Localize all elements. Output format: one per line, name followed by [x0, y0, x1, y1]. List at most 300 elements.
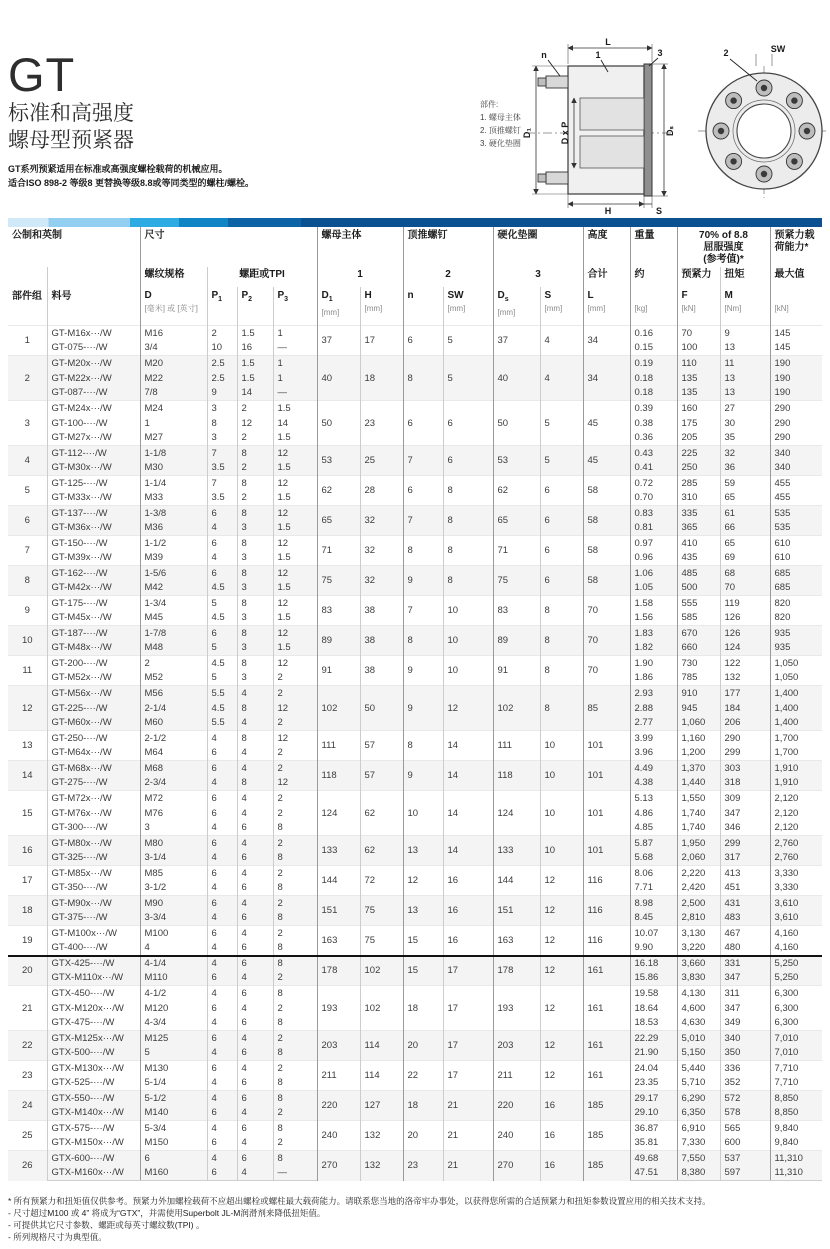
- cell-weight-kg: 9.90: [630, 941, 677, 956]
- spec-table: [8, 227, 822, 1181]
- cell-p2: 8: [237, 626, 273, 641]
- cell-ds: 124: [493, 791, 540, 836]
- cell-torque-m: 126: [720, 626, 770, 641]
- cell-part-number: GT-M42x···/W: [47, 581, 140, 596]
- cell-torque-m: 480: [720, 941, 770, 956]
- cell-part-number: GT-M45x···/W: [47, 611, 140, 626]
- cell-max-capacity: 935: [770, 626, 822, 641]
- cell-p2: 3: [237, 551, 273, 566]
- cell-ds: 270: [493, 1151, 540, 1181]
- cell-max-capacity: 340: [770, 446, 822, 461]
- cell-p1: 3.5: [207, 491, 237, 506]
- cell-p3: 8: [273, 881, 317, 896]
- cell-max-capacity: 6,300: [770, 1016, 822, 1031]
- cell-part-number: GTX-600-···/W: [47, 1151, 140, 1166]
- cell-h: 28: [360, 476, 403, 506]
- cell-p3: 12: [273, 446, 317, 461]
- cell-weight-kg: 16.18: [630, 956, 677, 971]
- cell-n: 18: [403, 986, 443, 1031]
- cell-p2: 8: [237, 506, 273, 521]
- cell-thread-size: 2: [140, 656, 207, 671]
- cell-p1: 6: [207, 761, 237, 776]
- header-col-D1: $D_1$ [mm]: [317, 287, 360, 326]
- cell-d1: 163: [317, 926, 360, 956]
- cell-torque-m: 352: [720, 1076, 770, 1091]
- cell-part-group: 14: [8, 761, 47, 791]
- header-approx: 约: [630, 267, 677, 287]
- cell-max-capacity: 3,610: [770, 896, 822, 911]
- cell-torque-m: 35: [720, 431, 770, 446]
- table-row: [8, 896, 822, 911]
- cell-h: 23: [360, 401, 403, 446]
- cell-thread-size: M160: [140, 1166, 207, 1181]
- cell-p2: 4: [237, 1061, 273, 1076]
- table-row: [8, 626, 822, 641]
- cell-ds: 40: [493, 356, 540, 401]
- cell-s: 6: [540, 536, 583, 566]
- cell-preload-f: 4,130: [677, 986, 720, 1001]
- cell-preload-f: 5,440: [677, 1061, 720, 1076]
- cell-part-number: GT-M48x···/W: [47, 641, 140, 656]
- cell-s: 12: [540, 1061, 583, 1091]
- cell-max-capacity: 145: [770, 341, 822, 356]
- cell-p2: 4: [237, 896, 273, 911]
- cell-n: 12: [403, 866, 443, 896]
- cell-thread-size: M130: [140, 1061, 207, 1076]
- cell-p1: 4: [207, 776, 237, 791]
- cell-preload-f: 555: [677, 596, 720, 611]
- cell-torque-m: 11: [720, 356, 770, 371]
- cell-p3: 2: [273, 896, 317, 911]
- cell-torque-m: 311: [720, 986, 770, 1001]
- cell-d1: 193: [317, 986, 360, 1031]
- cell-weight-kg: 5.13: [630, 791, 677, 806]
- cell-thread-size: M150: [140, 1136, 207, 1151]
- cell-weight-kg: 8.06: [630, 866, 677, 881]
- jackscrew-top-head: [538, 78, 546, 86]
- cell-sw: 14: [443, 761, 493, 791]
- header-max: 最大值: [770, 267, 822, 287]
- cell-s: 6: [540, 476, 583, 506]
- technical-drawing: [468, 36, 830, 218]
- cell-h: 32: [360, 536, 403, 566]
- cell-p2: 4: [237, 1166, 273, 1181]
- cell-preload-f: 7,550: [677, 1151, 720, 1166]
- cell-preload-f: 135: [677, 371, 720, 386]
- cell-max-capacity: 4,160: [770, 941, 822, 956]
- cell-part-number: GTX-550-···/W: [47, 1091, 140, 1106]
- cell-p3: 8: [273, 986, 317, 1001]
- cell-n: 7: [403, 506, 443, 536]
- cell-max-capacity: 1,910: [770, 761, 822, 776]
- page-subtitle-line2: 螺母型预紧器: [8, 129, 134, 152]
- cell-part-number: GTX-M160x···/W: [47, 1166, 140, 1181]
- cell-torque-m: 578: [720, 1106, 770, 1121]
- cell-max-capacity: 5,250: [770, 971, 822, 986]
- cell-thread-size: M68: [140, 761, 207, 776]
- cell-sw: 16: [443, 926, 493, 956]
- cell-ds: 118: [493, 761, 540, 791]
- cell-sw: 8: [443, 566, 493, 596]
- cell-max-capacity: 935: [770, 641, 822, 656]
- main-content: [8, 218, 822, 1243]
- legend-title: 部件:: [480, 100, 499, 109]
- cell-weight-kg: 29.17: [630, 1091, 677, 1106]
- cell-p1: 4: [207, 986, 237, 1001]
- cell-p2: 6: [237, 1076, 273, 1091]
- cell-part-number: GT-375-···/W: [47, 911, 140, 926]
- table-row: [8, 566, 822, 581]
- cell-part-number: GT-225-···/W: [47, 701, 140, 716]
- page-description: [8, 162, 458, 190]
- cell-p1: 2.5: [207, 356, 237, 371]
- cell-max-capacity: 290: [770, 431, 822, 446]
- footnotes: [8, 1195, 822, 1243]
- cell-p2: 6: [237, 1121, 273, 1136]
- cell-p3: 1.5: [273, 641, 317, 656]
- cell-p1: 6: [207, 1136, 237, 1151]
- cell-preload-f: 225: [677, 446, 720, 461]
- cell-part-number: GTX-425-···/W: [47, 956, 140, 971]
- washer-section: [644, 64, 652, 196]
- table-row: [8, 686, 822, 701]
- cell-preload-f: 910: [677, 686, 720, 701]
- cell-thread-size: M80: [140, 836, 207, 851]
- cell-max-capacity: 340: [770, 461, 822, 476]
- legend-item-3: 3. 硬化垫圈: [480, 139, 521, 148]
- cell-max-capacity: 9,840: [770, 1136, 822, 1151]
- cell-thread-size: M76: [140, 806, 207, 821]
- cell-p2: 4: [237, 926, 273, 941]
- cell-preload-f: 1,060: [677, 716, 720, 731]
- header-col-P3: $P_3$: [273, 287, 317, 326]
- cell-torque-m: 467: [720, 926, 770, 941]
- cell-weight-kg: 18.53: [630, 1016, 677, 1031]
- cell-sw: 6: [443, 401, 493, 446]
- table-row: [8, 1061, 822, 1076]
- cell-p3: 12: [273, 536, 317, 551]
- cell-preload-f: 1,440: [677, 776, 720, 791]
- cell-p3: 2: [273, 761, 317, 776]
- cell-torque-m: 13: [720, 341, 770, 356]
- cell-d1: 62: [317, 476, 360, 506]
- cell-p3: 12: [273, 596, 317, 611]
- cell-thread-size: 3-1/2: [140, 881, 207, 896]
- cell-p1: 4: [207, 941, 237, 956]
- cell-p1: 5: [207, 641, 237, 656]
- table-row: [8, 1091, 822, 1106]
- header-group-capacity: 预紧力载荷能力*: [770, 227, 822, 267]
- table-row: [8, 1151, 822, 1166]
- cell-h: 50: [360, 686, 403, 731]
- cell-h: 57: [360, 761, 403, 791]
- spec-table-body: [8, 326, 822, 1181]
- cell-preload-f: 285: [677, 476, 720, 491]
- cell-p3: —: [273, 386, 317, 401]
- cell-preload-f: 2,810: [677, 911, 720, 926]
- header-number-2: 2: [403, 267, 493, 287]
- cell-p3: 8: [273, 1121, 317, 1136]
- cell-part-group: 1: [8, 326, 47, 356]
- cell-p3: 8: [273, 821, 317, 836]
- cell-p1: 4.5: [207, 656, 237, 671]
- cell-p1: 6: [207, 896, 237, 911]
- cell-torque-m: 66: [720, 521, 770, 536]
- cell-preload-f: 2,060: [677, 851, 720, 866]
- cell-torque-m: 206: [720, 716, 770, 731]
- cell-s: 5: [540, 446, 583, 476]
- cell-h: 17: [360, 326, 403, 356]
- cell-preload-f: 8,380: [677, 1166, 720, 1181]
- cell-weight-kg: 5.68: [630, 851, 677, 866]
- header-col-maxkn: [kN]: [770, 287, 822, 326]
- cell-part-number: GT-162-···/W: [47, 566, 140, 581]
- cell-weight-kg: 2.77: [630, 716, 677, 731]
- cell-l: 101: [583, 791, 630, 836]
- table-row: [8, 761, 822, 776]
- cell-torque-m: 317: [720, 851, 770, 866]
- header-torque: 扭矩: [720, 267, 770, 287]
- cell-p1: 4: [207, 1091, 237, 1106]
- cell-l: 116: [583, 896, 630, 926]
- cell-max-capacity: 190: [770, 386, 822, 401]
- cell-weight-kg: 4.38: [630, 776, 677, 791]
- cell-torque-m: 132: [720, 671, 770, 686]
- cell-part-group: 26: [8, 1151, 47, 1181]
- header-col-kg: [kg]: [630, 287, 677, 326]
- cell-preload-f: 250: [677, 461, 720, 476]
- cell-sw: 5: [443, 356, 493, 401]
- cell-max-capacity: 2,760: [770, 851, 822, 866]
- cell-torque-m: 336: [720, 1061, 770, 1076]
- cell-part-group: 11: [8, 656, 47, 686]
- cell-d1: 75: [317, 566, 360, 596]
- cell-thread-size: 3-1/4: [140, 851, 207, 866]
- footnote-1: * 所有预紧力和扭矩值仅供参考。预紧力外加螺栓载荷不应超出螺栓或螺柱最大载荷能力。请联系您当地的洛帝牢办事处，以获得您所需的合适预紧力和扭矩参数设置应用的相关技术支持。: [8, 1196, 711, 1206]
- cell-weight-kg: 2.88: [630, 701, 677, 716]
- header-group-size: 尺寸: [140, 227, 317, 267]
- cell-max-capacity: 145: [770, 326, 822, 341]
- header-col-M: M [Nm]: [720, 287, 770, 326]
- cell-thread-size: M36: [140, 521, 207, 536]
- cell-sw: 21: [443, 1151, 493, 1181]
- cell-max-capacity: 535: [770, 506, 822, 521]
- cell-n: 9: [403, 656, 443, 686]
- callout-1: 1: [595, 50, 601, 60]
- cell-max-capacity: 4,160: [770, 926, 822, 941]
- header-col-n: n: [403, 287, 443, 326]
- cell-torque-m: 451: [720, 881, 770, 896]
- cell-sw: 10: [443, 626, 493, 656]
- cell-p2: 8: [237, 656, 273, 671]
- cell-h: 62: [360, 836, 403, 866]
- legend-item-2: 2. 顶推螺钉: [480, 126, 521, 135]
- cell-preload-f: 1,740: [677, 821, 720, 836]
- cell-weight-kg: 0.41: [630, 461, 677, 476]
- cell-s: 12: [540, 986, 583, 1031]
- cell-s: 12: [540, 866, 583, 896]
- cell-part-number: GT-M76x···/W: [47, 806, 140, 821]
- cell-h: 127: [360, 1091, 403, 1121]
- cell-n: 22: [403, 1061, 443, 1091]
- cell-torque-m: 600: [720, 1136, 770, 1151]
- cell-weight-kg: 23.35: [630, 1076, 677, 1091]
- cell-max-capacity: 1,910: [770, 776, 822, 791]
- cell-part-number: GT-187-···/W: [47, 626, 140, 641]
- cell-h: 102: [360, 986, 403, 1031]
- cell-p2: 6: [237, 986, 273, 1001]
- cell-part-number: GT-125-···/W: [47, 476, 140, 491]
- cell-weight-kg: 0.81: [630, 521, 677, 536]
- cell-preload-f: 2,220: [677, 866, 720, 881]
- cell-ds: 65: [493, 506, 540, 536]
- table-row: [8, 926, 822, 941]
- cell-p3: —: [273, 1166, 317, 1181]
- cell-preload-f: 2,500: [677, 896, 720, 911]
- table-row: [8, 536, 822, 551]
- cell-p3: 14: [273, 416, 317, 431]
- cell-preload-f: 500: [677, 581, 720, 596]
- cell-p3: 2: [273, 1136, 317, 1151]
- cell-weight-kg: 3.99: [630, 731, 677, 746]
- cell-p3: 2: [273, 686, 317, 701]
- cell-p2: 6: [237, 911, 273, 926]
- cell-p1: 4: [207, 956, 237, 971]
- cell-torque-m: 70: [720, 581, 770, 596]
- cell-max-capacity: 6,300: [770, 986, 822, 1001]
- cell-p1: 6: [207, 971, 237, 986]
- cell-thread-size: 5-1/2: [140, 1091, 207, 1106]
- cell-thread-size: M20: [140, 356, 207, 371]
- cell-thread-size: M140: [140, 1106, 207, 1121]
- cell-h: 62: [360, 791, 403, 836]
- cell-n: 7: [403, 446, 443, 476]
- cell-p3: 12: [273, 626, 317, 641]
- jackscrew-bottom-head: [538, 174, 546, 182]
- cell-part-number: GT-M52x···/W: [47, 671, 140, 686]
- header-number-3: 3: [493, 267, 583, 287]
- cell-thread-size: M16: [140, 326, 207, 341]
- cell-h: 132: [360, 1121, 403, 1151]
- cell-l: 161: [583, 1061, 630, 1091]
- cell-d1: 240: [317, 1121, 360, 1151]
- cell-max-capacity: 5,250: [770, 956, 822, 971]
- cell-h: 72: [360, 866, 403, 896]
- cell-torque-m: 597: [720, 1166, 770, 1181]
- cell-sw: 17: [443, 956, 493, 986]
- cell-p1: 6: [207, 926, 237, 941]
- cell-p2: 4: [237, 836, 273, 851]
- header-col-S: S [mm]: [540, 287, 583, 326]
- cell-n: 20: [403, 1031, 443, 1061]
- cell-thread-size: M110: [140, 971, 207, 986]
- cell-preload-f: 3,830: [677, 971, 720, 986]
- cell-torque-m: 36: [720, 461, 770, 476]
- cell-part-group: 8: [8, 566, 47, 596]
- cell-p1: 4: [207, 851, 237, 866]
- cell-p1: 6: [207, 866, 237, 881]
- cell-max-capacity: 7,010: [770, 1046, 822, 1061]
- cell-max-capacity: 7,710: [770, 1076, 822, 1091]
- cell-p1: 4: [207, 1121, 237, 1136]
- cell-thread-size: M48: [140, 641, 207, 656]
- cell-ds: 144: [493, 866, 540, 896]
- dim-label-Ds: Dₛ: [665, 126, 675, 136]
- cell-d1: 65: [317, 506, 360, 536]
- cell-torque-m: 347: [720, 806, 770, 821]
- cell-max-capacity: 3,330: [770, 881, 822, 896]
- cell-thread-size: 5-3/4: [140, 1121, 207, 1136]
- cell-torque-m: 126: [720, 611, 770, 626]
- cell-d1: 178: [317, 956, 360, 986]
- cell-part-number: GT-M20x···/W: [47, 356, 140, 371]
- cell-n: 13: [403, 836, 443, 866]
- cell-max-capacity: 190: [770, 371, 822, 386]
- cell-d1: 144: [317, 866, 360, 896]
- cell-h: 132: [360, 1151, 403, 1181]
- dim-label-DxP: D x P: [560, 121, 570, 145]
- cell-part-number: GT-M24x···/W: [47, 401, 140, 416]
- cell-preload-f: 1,160: [677, 731, 720, 746]
- cell-weight-kg: 36.87: [630, 1121, 677, 1136]
- cell-torque-m: 65: [720, 491, 770, 506]
- cell-part-number: GT-M27x···/W: [47, 431, 140, 446]
- header-col-L: L [mm]: [583, 287, 630, 326]
- cell-p1: 2: [207, 326, 237, 341]
- cell-weight-kg: 0.97: [630, 536, 677, 551]
- cell-torque-m: 177: [720, 686, 770, 701]
- cell-torque-m: 413: [720, 866, 770, 881]
- cell-p3: 2: [273, 1031, 317, 1046]
- cell-part-number: GT-M36x···/W: [47, 521, 140, 536]
- cell-n: 6: [403, 326, 443, 356]
- cell-d1: 102: [317, 686, 360, 731]
- cell-l: 58: [583, 506, 630, 536]
- cell-preload-f: 110: [677, 356, 720, 371]
- cell-p1: 6: [207, 1106, 237, 1121]
- cell-ds: 75: [493, 566, 540, 596]
- cell-p1: 6: [207, 506, 237, 521]
- cell-part-number: GTX-M125x···/W: [47, 1031, 140, 1046]
- cell-p2: 3: [237, 581, 273, 596]
- cell-p1: 4.5: [207, 701, 237, 716]
- cell-torque-m: 290: [720, 731, 770, 746]
- cell-part-number: GT-M64x···/W: [47, 746, 140, 761]
- cell-torque-m: 309: [720, 791, 770, 806]
- cell-ds: 102: [493, 686, 540, 731]
- cell-p2: 12: [237, 416, 273, 431]
- cell-d1: 270: [317, 1151, 360, 1181]
- table-row: [8, 1031, 822, 1046]
- cell-ds: 111: [493, 731, 540, 761]
- cell-sw: 8: [443, 506, 493, 536]
- cell-weight-kg: 24.04: [630, 1061, 677, 1076]
- cell-p3: 2: [273, 791, 317, 806]
- cell-part-group: 16: [8, 836, 47, 866]
- cell-p2: 2: [237, 461, 273, 476]
- cell-n: 20: [403, 1121, 443, 1151]
- cell-p1: 10: [207, 341, 237, 356]
- cell-max-capacity: 2,120: [770, 806, 822, 821]
- cell-p3: 1.5: [273, 401, 317, 416]
- cell-preload-f: 310: [677, 491, 720, 506]
- cell-torque-m: 299: [720, 746, 770, 761]
- cell-p2: 6: [237, 821, 273, 836]
- cell-sw: 16: [443, 866, 493, 896]
- cell-p1: 7: [207, 476, 237, 491]
- dim-label-L: L: [605, 37, 611, 47]
- cell-sw: 17: [443, 986, 493, 1031]
